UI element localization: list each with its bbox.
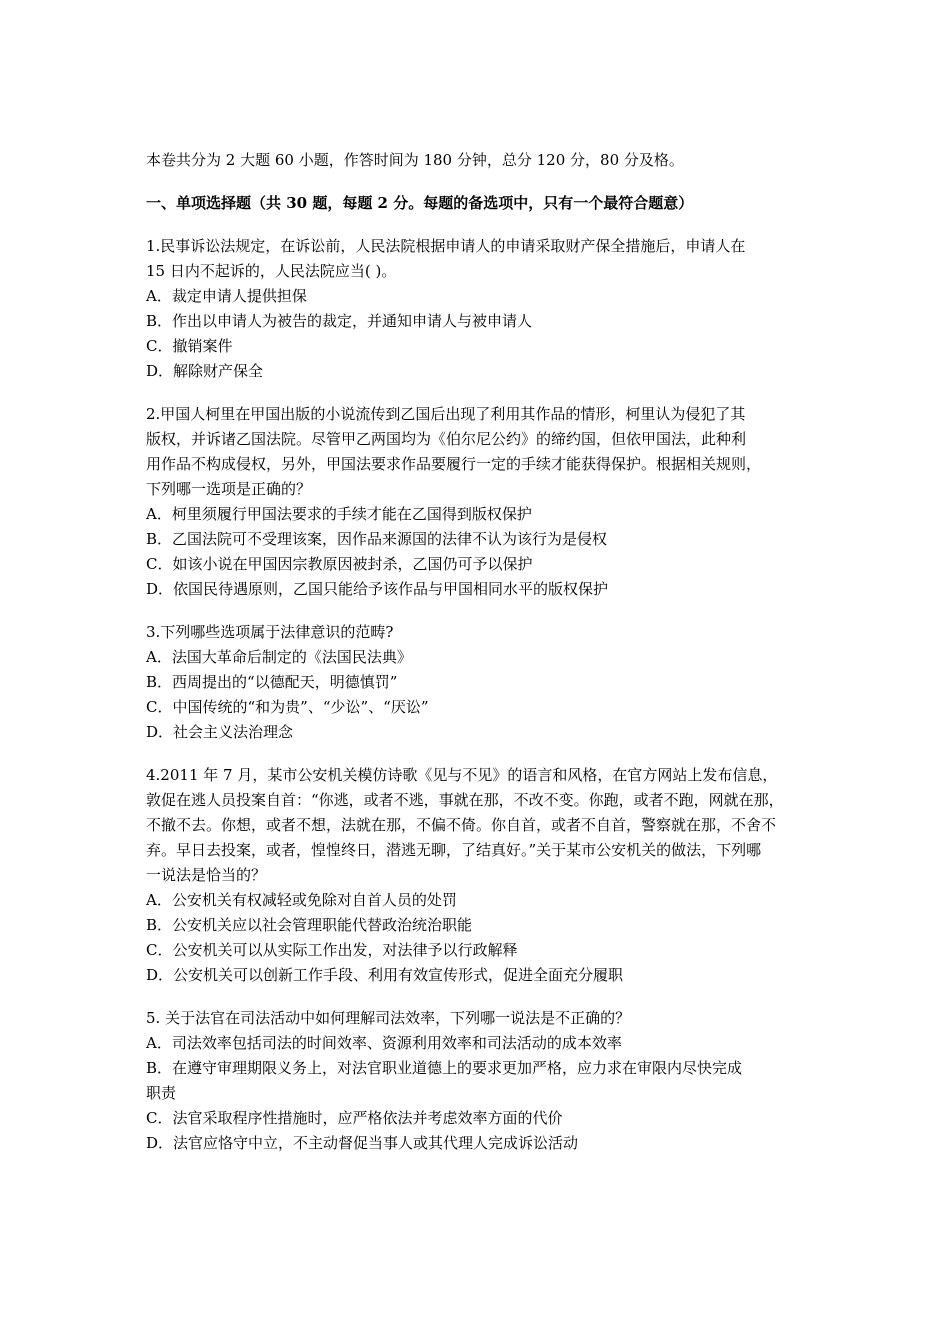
option-b: B．作出以申请人为被告的裁定，并通知申请人与被申请人 (146, 312, 533, 330)
question-stem-line: 不撤不去。你想，或者不想，法就在那，不偏不倚。你自首，或者不自首，警察就在那，不舍不 (146, 816, 777, 834)
question-stem-line: 弃。早日去投案，或者，惶惶终日，潜逃无聊，了结真好。”关于某市公安机关的做法，下列哪 (146, 841, 762, 859)
question-stem-line: 5. 关于法官在司法活动中如何理解司法效率，下列哪一说法是不正确的？ (146, 1009, 631, 1027)
exam-intro: 本卷共分为 2 大题 60 小题，作答时间为 180 分钟，总分 120 分，80 分及格。 (146, 151, 684, 169)
question-stem-line: 3.下列哪些选项属于法律意识的范畴? (146, 623, 394, 641)
option-a: A．法国大革命后制定的《法国民法典》 (146, 648, 412, 666)
option-c: C．法官采取程序性措施时，应严格依法并考虑效率方面的代价 (146, 1109, 563, 1127)
option-a: A．裁定申请人提供担保 (146, 287, 307, 305)
option-b: B．在遵守审理期限义务上，对法官职业道德上的要求更加严格，应力求在审限内尽快完成 (146, 1059, 743, 1077)
section-heading: 一、单项选择题（共 30 题，每题 2 分。每题的备选项中，只有一个最符合题意） (146, 194, 694, 212)
question-3 (146, 620, 816, 745)
option-b: B．公安机关应以社会管理职能代替政治统治职能 (146, 916, 473, 934)
question-2 (146, 402, 816, 602)
option-c: C．公安机关可以从实际工作出发，对法律予以行政解释 (146, 941, 518, 959)
question-stem-line: 1.民事诉讼法规定，在诉讼前，人民法院根据申请人的申请采取财产保全措施后，申请人在 (146, 237, 746, 255)
option-d: D．依国民待遇原则，乙国只能给予该作品与甲国相同水平的版权保护 (146, 580, 609, 598)
option-b-continued: 职责 (146, 1084, 177, 1102)
option-b: B．乙国法院可不受理该案，因作品来源国的法律不认为该行为是侵权 (146, 530, 608, 548)
question-stem-line: 下列哪一选项是正确的？ (146, 480, 312, 498)
question-stem-line: 一说法是恰当的？ (146, 866, 267, 884)
question-stem-line: 敦促在逃人员投案自首：“你逃，或者不逃，事就在那，不改不变。你跑，或者不跑，网就在那， (146, 791, 784, 809)
option-c: C．撤销案件 (146, 337, 233, 355)
question-stem-line: 用作品不构成侵权，另外，甲国法要求作品要履行一定的手续才能获得保护。根据相关规则， (146, 455, 762, 473)
option-d: D．社会主义法治理念 (146, 723, 294, 741)
option-d: D．解除财产保全 (146, 362, 264, 380)
option-d: D．公安机关可以创新工作手段、利用有效宣传形式，促进全面充分履职 (146, 966, 624, 984)
option-c: C．如该小说在甲国因宗教原因被封杀，乙国仍可予以保护 (146, 555, 533, 573)
question-5 (146, 1006, 816, 1156)
option-a: A．司法效率包括司法的时间效率、资源利用效率和司法活动的成本效率 (146, 1034, 622, 1052)
option-a: A．柯里须履行甲国法要求的手续才能在乙国得到版权保护 (146, 505, 532, 523)
question-stem-line: 15 日内不起诉的，人民法院应当( )。 (146, 262, 397, 280)
option-b: B．西周提出的“以德配天，明德慎罚” (146, 673, 398, 691)
question-stem-line: 版权，并诉诸乙国法院。尽管甲乙两国均为《伯尔尼公约》的缔约国，但依甲国法，此种利 (146, 430, 747, 448)
document-page (146, 148, 816, 1174)
option-d: D．法官应恪守中立，不主动督促当事人或其代理人完成诉讼活动 (146, 1134, 579, 1152)
question-stem-line: 4.2011 年 7 月，某市公安机关模仿诗歌《见与不见》的语言和风格，在官方网站上发布信息， (146, 766, 778, 784)
question-4 (146, 763, 816, 988)
option-c: C．中国传统的“和为贵”、“少讼”、“厌讼” (146, 698, 429, 716)
question-1 (146, 234, 816, 384)
option-a: A．公安机关有权减轻或免除对自首人员的处罚 (146, 891, 457, 909)
question-stem-line: 2.甲国人柯里在甲国出版的小说流传到乙国后出现了利用其作品的情形，柯里认为侵犯了其 (146, 405, 746, 423)
